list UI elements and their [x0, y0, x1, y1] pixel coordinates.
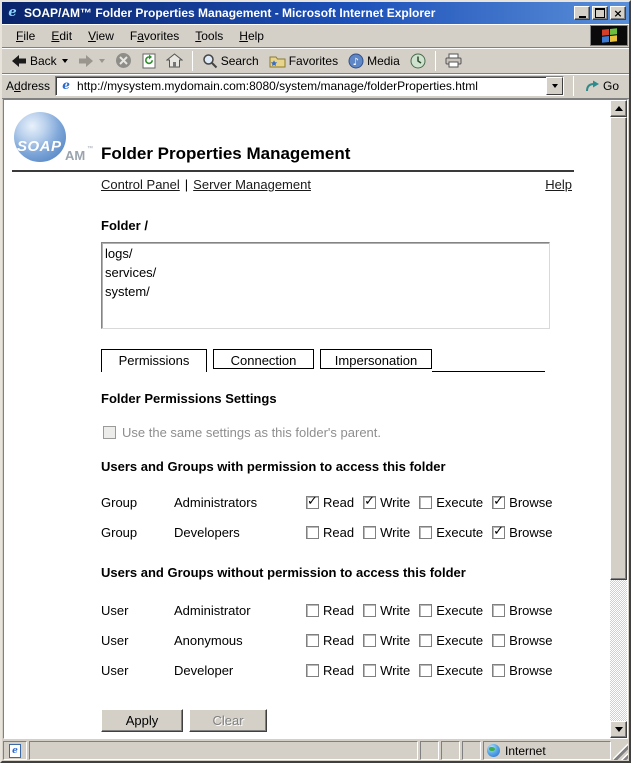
maximize-button[interactable] [592, 6, 608, 20]
without-permission-heading: Users and Groups without permission to access this folder [101, 565, 466, 580]
folder-list-item[interactable]: services/ [105, 265, 157, 280]
address-dropdown-icon [552, 84, 558, 88]
menu-file[interactable]: File [16, 28, 36, 43]
folder-list-item[interactable]: logs/ [105, 246, 133, 261]
read-checkbox[interactable] [306, 634, 319, 647]
address-label: Address [6, 79, 51, 93]
table-row [101, 602, 610, 619]
read-label: Read [323, 663, 355, 678]
help-link[interactable]: Help [545, 177, 572, 192]
clear-button: Clear [189, 709, 267, 732]
stop-button [110, 50, 137, 72]
menu-view[interactable]: View [88, 28, 114, 43]
browse-label: Browse [509, 663, 553, 678]
browse-label: Browse [509, 525, 553, 540]
logo-tm-mark: ™ [87, 146, 93, 152]
menu-edit[interactable]: Edit [51, 28, 73, 43]
forward-arrow-icon [78, 54, 94, 68]
execute-label: Execute [436, 663, 484, 678]
menu-favorites[interactable]: Favorites [129, 28, 180, 43]
address-dropdown-button[interactable] [546, 77, 563, 95]
back-arrow-icon [11, 54, 27, 68]
read-label: Read [323, 603, 355, 618]
toolbar [2, 48, 629, 74]
inherit-checkbox [103, 426, 116, 439]
go-label: Go [602, 79, 619, 93]
action-buttons [101, 709, 610, 732]
read-checkbox[interactable] [306, 664, 319, 677]
scrollbar-track[interactable] [610, 580, 627, 721]
resize-grip[interactable] [613, 741, 628, 760]
ie-logo-icon: e [8, 4, 17, 20]
write-label: Write [380, 633, 411, 648]
internet-globe-icon [487, 744, 500, 757]
control-panel-link[interactable]: Control Panel [101, 177, 180, 192]
close-button[interactable]: × [610, 6, 626, 20]
tab-connection[interactable]: Connection [213, 349, 314, 369]
principal-type: User [101, 603, 129, 618]
search-label: Search [220, 53, 259, 68]
read-checkbox[interactable] [306, 604, 319, 617]
logo-am-text: AM [65, 148, 86, 163]
execute-label: Execute [436, 633, 484, 648]
title-bar [2, 2, 629, 24]
folder-label: Folder / [101, 218, 148, 233]
principal-name: Administrators [174, 495, 258, 510]
principal-type: Group [101, 495, 138, 510]
status-pane-2 [441, 741, 460, 760]
history-button[interactable] [405, 50, 431, 72]
server-management-link[interactable]: Server Management [193, 177, 311, 192]
table-row [101, 524, 610, 541]
media-label: Media [367, 53, 400, 68]
execute-checkbox[interactable] [419, 664, 432, 677]
inherit-checkbox-label: Use the same settings as this folder's parent. [122, 425, 381, 440]
menu-tools[interactable]: Tools [195, 28, 224, 43]
toolbar-separator [192, 51, 193, 71]
write-checkbox[interactable] [363, 526, 376, 539]
apply-button[interactable]: Apply [101, 709, 183, 732]
page-ie-icon: e [62, 78, 70, 92]
go-arrow-icon [585, 80, 600, 93]
back-label: Back [30, 53, 57, 68]
write-label: Write [380, 663, 411, 678]
scroll-down-button[interactable] [610, 721, 627, 738]
tab-baseline [432, 371, 545, 372]
write-checkbox[interactable] [363, 496, 376, 509]
page-title: Folder Properties Management [101, 144, 351, 163]
title-rule [12, 170, 574, 172]
browse-label: Browse [509, 633, 553, 648]
table-row [101, 632, 610, 649]
menu-bar [2, 24, 629, 48]
toolbar-separator-2 [435, 51, 436, 71]
read-checkbox[interactable] [306, 526, 319, 539]
browse-checkbox[interactable] [492, 664, 505, 677]
media-icon [348, 53, 364, 69]
back-button[interactable] [6, 50, 73, 72]
document-ie-icon: e [9, 744, 21, 758]
address-bar [2, 74, 629, 99]
favorites-button[interactable] [264, 50, 343, 72]
table-row [101, 662, 610, 679]
principal-type: User [101, 663, 129, 678]
zone-label: Internet [505, 743, 546, 758]
menu-help[interactable]: Help [239, 28, 264, 43]
execute-checkbox[interactable] [419, 526, 432, 539]
refresh-button[interactable] [137, 50, 161, 72]
home-button[interactable] [161, 50, 188, 72]
address-separator [573, 76, 574, 96]
read-checkbox[interactable] [306, 496, 319, 509]
browse-label: Browse [509, 603, 553, 618]
read-label: Read [323, 495, 355, 510]
favorites-label: Favorites [288, 53, 339, 68]
soap-am-logo [14, 112, 94, 164]
svg-text:♪: ♪ [352, 56, 359, 68]
windows-flag-icon [602, 28, 617, 43]
vertical-scrollbar[interactable] [610, 100, 627, 738]
print-button[interactable] [440, 50, 467, 72]
scrollbar-thumb[interactable] [610, 117, 627, 580]
windows-logo-throbber [590, 25, 628, 46]
history-icon [410, 53, 426, 69]
table-row [101, 494, 610, 511]
write-checkbox[interactable] [363, 664, 376, 677]
up-arrow-icon [615, 106, 623, 111]
inherit-settings-row [103, 425, 610, 440]
execute-label: Execute [436, 525, 484, 540]
folder-listbox[interactable] [101, 242, 550, 329]
write-checkbox[interactable] [363, 604, 376, 617]
browse-checkbox[interactable] [492, 634, 505, 647]
browse-checkbox[interactable] [492, 604, 505, 617]
tab-permissions[interactable]: Permissions [101, 349, 207, 372]
home-icon [166, 53, 183, 68]
read-label: Read [323, 633, 355, 648]
principal-type: Group [101, 525, 138, 540]
security-zone-pane [483, 741, 611, 760]
execute-label: Execute [436, 603, 484, 618]
write-label: Write [380, 603, 411, 618]
status-icon-pane [3, 741, 27, 760]
scroll-up-button[interactable] [610, 100, 627, 117]
address-input[interactable] [55, 76, 564, 96]
stop-icon [115, 52, 132, 69]
logo-soap-text: SOAP [17, 138, 62, 155]
browse-checkbox[interactable] [492, 526, 505, 539]
back-dropdown-icon[interactable] [62, 59, 68, 63]
search-icon [202, 53, 218, 69]
folder-list-item[interactable]: system/ [105, 284, 150, 299]
write-label: Write [380, 525, 411, 540]
down-arrow-icon [615, 727, 623, 732]
tab-strip [101, 349, 545, 372]
write-label: Write [380, 495, 411, 510]
print-icon [445, 53, 462, 68]
principal-name: Developers [174, 525, 240, 540]
browse-checkbox[interactable] [492, 496, 505, 509]
nav-separator: | [184, 177, 189, 192]
search-button[interactable] [197, 50, 264, 72]
write-checkbox[interactable] [363, 634, 376, 647]
status-message-pane [29, 741, 418, 760]
permissions-heading: Folder Permissions Settings [101, 391, 277, 406]
principal-name: Administrator [174, 603, 251, 618]
status-bar [2, 739, 629, 761]
execute-checkbox[interactable] [419, 496, 432, 509]
forward-button [73, 50, 110, 72]
with-permission-heading: Users and Groups with permission to access this folder [101, 459, 446, 474]
forward-dropdown-icon [99, 59, 105, 63]
execute-checkbox[interactable] [419, 604, 432, 617]
tab-impersonation[interactable]: Impersonation [320, 349, 432, 369]
browse-label: Browse [509, 495, 553, 510]
status-pane-1 [420, 741, 439, 760]
page-content [3, 99, 628, 739]
read-label: Read [323, 525, 355, 540]
favorites-icon [269, 54, 286, 68]
execute-label: Execute [436, 495, 484, 510]
minimize-button[interactable] [574, 6, 590, 20]
principal-type: User [101, 633, 129, 648]
window-title: SOAP/AM™ Folder Properties Management - Microsoft Internet Explorer [24, 6, 436, 20]
status-pane-3 [462, 741, 481, 760]
principal-name: Anonymous [174, 633, 243, 648]
execute-checkbox[interactable] [419, 634, 432, 647]
breadcrumb [101, 177, 572, 192]
principal-name: Developer [174, 663, 234, 678]
address-url[interactable]: http://mysystem.mydomain.com:8080/system/manage/folderProperties.html [77, 79, 478, 93]
media-button[interactable] [343, 50, 405, 72]
refresh-icon [142, 53, 156, 69]
go-button[interactable] [583, 77, 625, 95]
